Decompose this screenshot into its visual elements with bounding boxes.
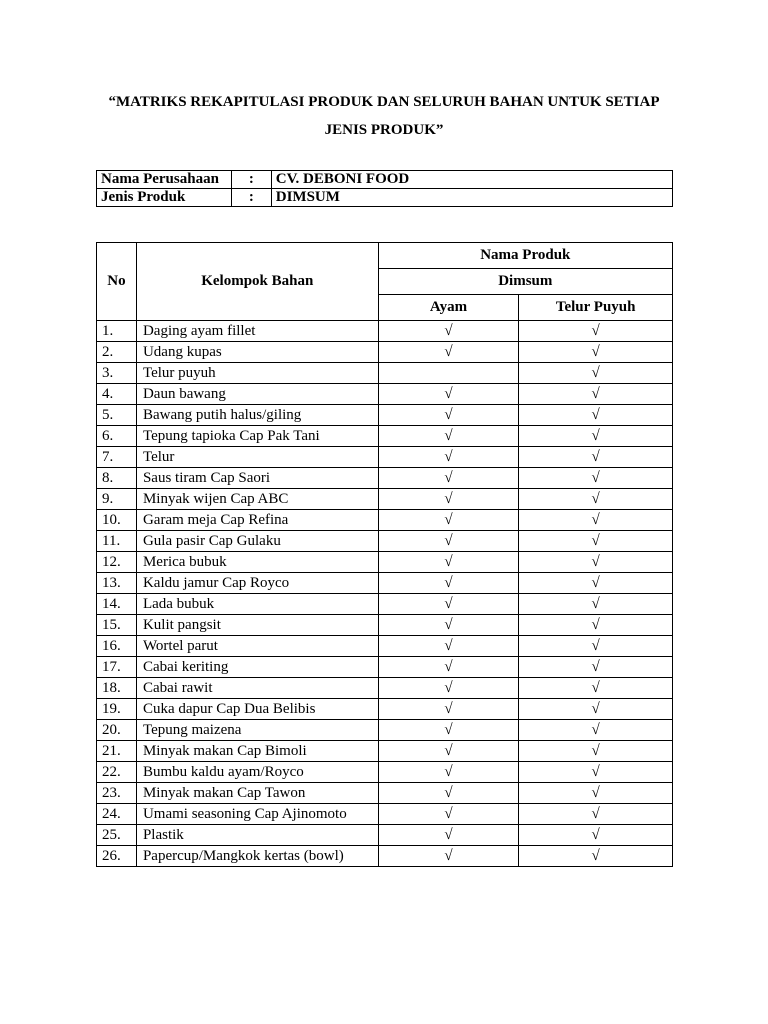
ingredient-name: Bumbu kaldu ayam/Royco	[136, 762, 378, 783]
company-name-row	[97, 171, 673, 189]
check-telur-puyuh: √	[519, 804, 673, 825]
table-row	[97, 615, 673, 636]
product-type-label: Jenis Produk	[97, 189, 232, 207]
table-row	[97, 846, 673, 867]
ingredient-name: Kaldu jamur Cap Royco	[136, 573, 378, 594]
check-ayam: √	[378, 783, 519, 804]
ingredient-matrix-table	[96, 242, 673, 867]
check-telur-puyuh: √	[519, 363, 673, 384]
check-ayam: √	[378, 531, 519, 552]
check-ayam: √	[378, 846, 519, 867]
check-ayam: √	[378, 489, 519, 510]
document-title-line2: JENIS PRODUK”	[324, 122, 444, 138]
row-number: 6.	[97, 426, 137, 447]
ingredient-name: Wortel parut	[136, 636, 378, 657]
table-row	[97, 657, 673, 678]
row-number: 3.	[97, 363, 137, 384]
check-telur-puyuh: √	[519, 783, 673, 804]
header-ayam: Ayam	[378, 295, 519, 321]
check-ayam: √	[378, 636, 519, 657]
check-ayam: √	[378, 510, 519, 531]
ingredient-name: Gula pasir Cap Gulaku	[136, 531, 378, 552]
row-number: 13.	[97, 573, 137, 594]
company-name-value: CV. DEBONI FOOD	[271, 171, 672, 189]
check-ayam: √	[378, 720, 519, 741]
header-kelompok-bahan: Kelompok Bahan	[136, 243, 378, 321]
row-number: 24.	[97, 804, 137, 825]
row-number: 15.	[97, 615, 137, 636]
row-number: 17.	[97, 657, 137, 678]
table-row	[97, 405, 673, 426]
ingredient-name: Telur	[136, 447, 378, 468]
check-ayam: √	[378, 468, 519, 489]
table-row	[97, 573, 673, 594]
row-number: 5.	[97, 405, 137, 426]
check-ayam: √	[378, 447, 519, 468]
table-row	[97, 804, 673, 825]
ingredient-name: Lada bubuk	[136, 594, 378, 615]
ingredient-name: Tepung tapioka Cap Pak Tani	[136, 426, 378, 447]
row-number: 12.	[97, 552, 137, 573]
check-telur-puyuh: √	[519, 741, 673, 762]
table-row	[97, 489, 673, 510]
header-telur-puyuh: Telur Puyuh	[519, 295, 673, 321]
check-telur-puyuh: √	[519, 384, 673, 405]
table-row	[97, 342, 673, 363]
table-row	[97, 510, 673, 531]
check-telur-puyuh: √	[519, 489, 673, 510]
header-dimsum: Dimsum	[378, 269, 672, 295]
check-ayam: √	[378, 762, 519, 783]
row-number: 16.	[97, 636, 137, 657]
ingredient-name: Cabai rawit	[136, 678, 378, 699]
check-telur-puyuh: √	[519, 510, 673, 531]
check-telur-puyuh: √	[519, 762, 673, 783]
check-telur-puyuh: √	[519, 321, 673, 342]
row-number: 9.	[97, 489, 137, 510]
row-number: 2.	[97, 342, 137, 363]
check-ayam: √	[378, 342, 519, 363]
ingredient-name: Plastik	[136, 825, 378, 846]
check-ayam: √	[378, 804, 519, 825]
ingredient-name: Cuka dapur Cap Dua Belibis	[136, 699, 378, 720]
table-row	[97, 447, 673, 468]
check-ayam: √	[378, 678, 519, 699]
product-type-row	[97, 189, 673, 207]
check-telur-puyuh: √	[519, 468, 673, 489]
check-telur-puyuh: √	[519, 846, 673, 867]
header-no: No	[97, 243, 137, 321]
ingredient-name: Minyak wijen Cap ABC	[136, 489, 378, 510]
ingredient-name: Kulit pangsit	[136, 615, 378, 636]
ingredient-name: Merica bubuk	[136, 552, 378, 573]
check-ayam	[378, 363, 519, 384]
table-row	[97, 741, 673, 762]
check-ayam: √	[378, 594, 519, 615]
row-number: 8.	[97, 468, 137, 489]
row-number: 21.	[97, 741, 137, 762]
table-row	[97, 678, 673, 699]
check-ayam: √	[378, 552, 519, 573]
ingredient-name: Cabai keriting	[136, 657, 378, 678]
row-number: 11.	[97, 531, 137, 552]
check-ayam: √	[378, 573, 519, 594]
ingredient-name: Umami seasoning Cap Ajinomoto	[136, 804, 378, 825]
table-row	[97, 720, 673, 741]
check-telur-puyuh: √	[519, 447, 673, 468]
table-row	[97, 384, 673, 405]
check-ayam: √	[378, 426, 519, 447]
row-number: 26.	[97, 846, 137, 867]
check-telur-puyuh: √	[519, 720, 673, 741]
table-row	[97, 426, 673, 447]
check-telur-puyuh: √	[519, 699, 673, 720]
table-row	[97, 363, 673, 384]
table-row	[97, 762, 673, 783]
check-telur-puyuh: √	[519, 636, 673, 657]
check-ayam: √	[378, 384, 519, 405]
ingredient-name: Telur puyuh	[136, 363, 378, 384]
check-telur-puyuh: √	[519, 552, 673, 573]
product-type-colon: :	[231, 189, 271, 207]
table-row	[97, 321, 673, 342]
ingredient-name: Tepung maizena	[136, 720, 378, 741]
ingredient-name: Garam meja Cap Refina	[136, 510, 378, 531]
check-telur-puyuh: √	[519, 342, 673, 363]
table-row	[97, 636, 673, 657]
row-number: 1.	[97, 321, 137, 342]
check-telur-puyuh: √	[519, 825, 673, 846]
header-row-1	[97, 243, 673, 269]
ingredient-name: Daging ayam fillet	[136, 321, 378, 342]
check-ayam: √	[378, 615, 519, 636]
ingredient-name: Minyak makan Cap Bimoli	[136, 741, 378, 762]
check-telur-puyuh: √	[519, 594, 673, 615]
ingredient-name: Papercup/Mangkok kertas (bowl)	[136, 846, 378, 867]
row-number: 23.	[97, 783, 137, 804]
header-nama-produk: Nama Produk	[378, 243, 672, 269]
ingredient-name: Minyak makan Cap Tawon	[136, 783, 378, 804]
row-number: 22.	[97, 762, 137, 783]
ingredient-name: Daun bawang	[136, 384, 378, 405]
check-ayam: √	[378, 321, 519, 342]
check-telur-puyuh: √	[519, 531, 673, 552]
row-number: 4.	[97, 384, 137, 405]
company-info-table	[96, 170, 673, 207]
check-ayam: √	[378, 657, 519, 678]
table-row	[97, 468, 673, 489]
check-ayam: √	[378, 699, 519, 720]
table-row	[97, 594, 673, 615]
row-number: 7.	[97, 447, 137, 468]
row-number: 18.	[97, 678, 137, 699]
table-row	[97, 825, 673, 846]
row-number: 14.	[97, 594, 137, 615]
row-number: 10.	[97, 510, 137, 531]
ingredient-name: Bawang putih halus/giling	[136, 405, 378, 426]
check-telur-puyuh: √	[519, 615, 673, 636]
check-telur-puyuh: √	[519, 405, 673, 426]
row-number: 20.	[97, 720, 137, 741]
check-ayam: √	[378, 825, 519, 846]
table-row	[97, 699, 673, 720]
ingredient-name: Udang kupas	[136, 342, 378, 363]
company-name-label: Nama Perusahaan	[97, 171, 232, 189]
row-number: 19.	[97, 699, 137, 720]
check-ayam: √	[378, 741, 519, 762]
check-telur-puyuh: √	[519, 678, 673, 699]
check-telur-puyuh: √	[519, 573, 673, 594]
row-number: 25.	[97, 825, 137, 846]
ingredient-name: Saus tiram Cap Saori	[136, 468, 378, 489]
table-row	[97, 783, 673, 804]
check-ayam: √	[378, 405, 519, 426]
document-title-line1: “MATRIKS REKAPITULASI PRODUK DAN SELURUH BAHAN UNTUK SETIAP	[108, 94, 660, 110]
check-telur-puyuh: √	[519, 426, 673, 447]
product-type-value: DIMSUM	[271, 189, 672, 207]
table-row	[97, 552, 673, 573]
check-telur-puyuh: √	[519, 657, 673, 678]
table-row	[97, 531, 673, 552]
company-name-colon: :	[231, 171, 271, 189]
